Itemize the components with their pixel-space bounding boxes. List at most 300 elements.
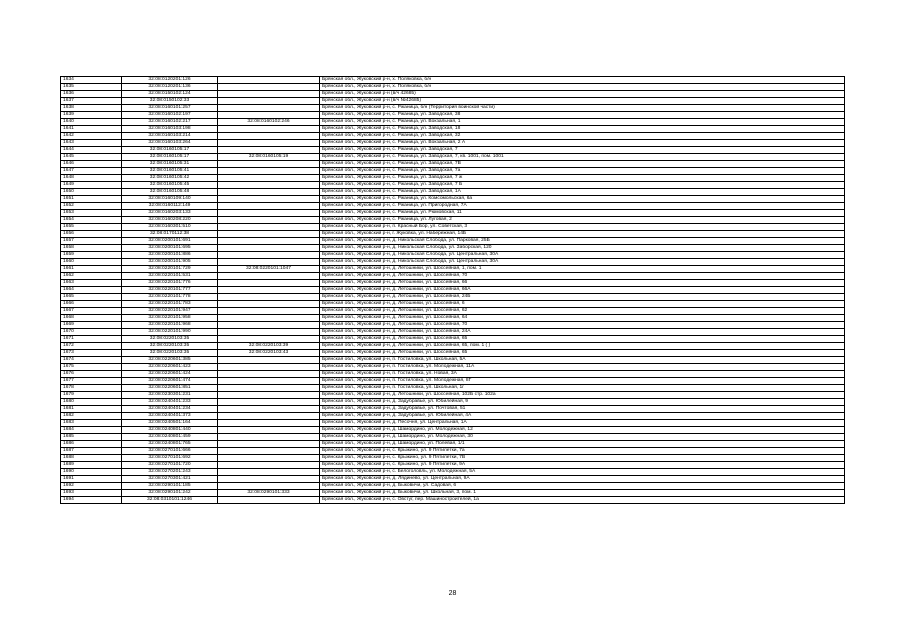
cadastral-number-cell: 32:08:0120201:126	[122, 77, 218, 84]
cadastral-number-cell: 32:08:0220101:947	[122, 308, 218, 315]
table-row	[61, 469, 845, 476]
related-cadastral-number-cell	[218, 105, 320, 112]
table-row	[61, 371, 845, 378]
cadastral-number-cell: 32:08:0160105:45	[122, 182, 218, 189]
row-number-cell: 1684	[61, 427, 122, 434]
related-cadastral-number-cell	[218, 371, 320, 378]
table-row	[61, 161, 845, 168]
related-cadastral-number-cell	[218, 98, 320, 105]
cadastral-number-cell: 32:08:0220601:385	[122, 357, 218, 364]
table-row	[61, 462, 845, 469]
row-number-cell: 1688	[61, 455, 122, 462]
related-cadastral-number-cell	[218, 245, 320, 252]
row-number-cell: 1646	[61, 161, 122, 168]
table-row	[61, 448, 845, 455]
row-number-cell: 1638	[61, 105, 122, 112]
related-cadastral-number-cell	[218, 301, 320, 308]
row-number-cell: 1665	[61, 294, 122, 301]
address-cell: Брянская обл., Жуковский р-н, д. Задубравье, ул. Почтовая, 51	[320, 406, 845, 413]
table-row	[61, 357, 845, 364]
related-cadastral-number-cell	[218, 91, 320, 98]
table-row	[61, 420, 845, 427]
address-cell: Брянская обл., Жуковский р-н, д. Лядинево, ул. Центральная, 9А	[320, 476, 845, 483]
related-cadastral-number-cell	[218, 196, 320, 203]
table-row	[61, 238, 845, 245]
cadastral-number-cell: 32:08:0160301:510	[122, 224, 218, 231]
address-cell: Брянская обл., Жуковский р-н, д. Летошники, ул. Шоссейная, 6	[320, 301, 845, 308]
cadastral-number-cell: 32:08:0160208:220	[122, 217, 218, 224]
cadastral-number-cell: 32:08:0160105:17	[122, 147, 218, 154]
cadastral-number-cell: 32:08:0220101:531	[122, 273, 218, 280]
related-cadastral-number-cell	[218, 161, 320, 168]
row-number-cell: 1650	[61, 189, 122, 196]
table-row	[61, 287, 845, 294]
address-cell: Брянская обл., Жуковский р-н, с. Крыжино, ул. 9 Пятилетки, 9А	[320, 462, 845, 469]
table-row	[61, 77, 845, 84]
cadastral-number-cell: 32:08:0270301:421	[122, 476, 218, 483]
cadastral-number-cell: 32:08:0120201:136	[122, 84, 218, 91]
related-cadastral-number-cell	[218, 287, 320, 294]
cadastral-number-cell: 32:08:0220103:35	[122, 350, 218, 357]
address-cell: Брянская обл., Жуковский р-н, х. Поляковка, б/н	[320, 84, 845, 91]
address-cell: Брянская обл., Жуковский р-н, с. Ржаница, ул. Заводская, 7 Б	[320, 182, 845, 189]
cadastral-number-cell: 32:08:0160101:257	[122, 105, 218, 112]
row-number-cell: 1667	[61, 308, 122, 315]
table-row	[61, 378, 845, 385]
related-cadastral-number-cell: 32:08:0220103:43	[218, 350, 320, 357]
cadastral-number-cell: 32:08:0200101:886	[122, 252, 218, 259]
related-cadastral-number-cell	[218, 112, 320, 119]
row-number-cell: 1644	[61, 147, 122, 154]
address-cell: Брянская обл., Жуковский р-н, г. Жуковка, ул. Набережная, 14Б	[320, 231, 845, 238]
related-cadastral-number-cell	[218, 77, 320, 84]
cadastral-number-cell: 32:08:0170112:38	[122, 231, 218, 238]
related-cadastral-number-cell	[218, 462, 320, 469]
cadastral-number-cell: 32:08:0240401:234	[122, 406, 218, 413]
page-number: 28	[448, 590, 457, 597]
cadastral-number-cell: 32:08:0200101:905	[122, 259, 218, 266]
table-row	[61, 336, 845, 343]
address-cell: Брянская обл., Жуковский р-н, п. Гостиловка, ул. Школьная, 1г	[320, 385, 845, 392]
cadastral-number-cell: 32:08:0270101:666	[122, 448, 218, 455]
table-row	[61, 252, 845, 259]
address-cell: Брянская обл., Жуковский р-н, п. Гостиловка, ул. Молодежная, 8Г	[320, 378, 845, 385]
related-cadastral-number-cell	[218, 420, 320, 427]
cadastral-number-cell: 32:08:0160112:149	[122, 203, 218, 210]
row-number-cell: 1689	[61, 462, 122, 469]
row-number-cell: 1645	[61, 154, 122, 161]
address-cell: Брянская обл., Жуковский р-н, п. Гостиловка, ул. Школьная, 5А	[320, 357, 845, 364]
related-cadastral-number-cell: 32:08:0220103:39	[218, 343, 320, 350]
cadastral-number-cell: 32:08:0220601:423	[122, 364, 218, 371]
cadastral-number-cell: 32:08:0160203:133	[122, 210, 218, 217]
address-cell: Брянская обл., Жуковский р-н, с. Ржаница, ул. Заводская, 7 ж	[320, 175, 845, 182]
row-number-cell: 1692	[61, 483, 122, 490]
cadastral-number-cell: 32:08:0240401:373	[122, 413, 218, 420]
table-row	[61, 308, 845, 315]
address-cell: Брянская обл., Жуковский р-н, с. Ржаница, ул. Заводская, 7, кв. 1001, пом. 1001	[320, 154, 845, 161]
cadastral-number-cell: 32:08:0160103:264	[122, 140, 218, 147]
table-row	[61, 322, 845, 329]
row-number-cell: 1639	[61, 112, 122, 119]
address-cell: Брянская обл., Жуковский р-н, с. Белоголовль, ул. Молодежная, 5А	[320, 469, 845, 476]
row-number-cell: 1662	[61, 273, 122, 280]
address-cell: Брянская обл., Жуковский р-н, д. Никольская Слобода, ул. Заборская, 120	[320, 245, 845, 252]
related-cadastral-number-cell	[218, 182, 320, 189]
address-cell: Брянская обл., Жуковский р-н, д. Никольская Слобода, ул. Центральная, 30А	[320, 259, 845, 266]
cadastral-number-cell: 32:08:0290101:242	[122, 490, 218, 497]
related-cadastral-number-cell	[218, 427, 320, 434]
address-cell: Брянская обл., Жуковский р-н, с. Ржаница, ул. Заводская, 1А	[320, 189, 845, 196]
table-row	[61, 203, 845, 210]
cadastral-number-cell: 32:08:0160105:17	[122, 154, 218, 161]
related-cadastral-number-cell	[218, 448, 320, 455]
table-row	[61, 231, 845, 238]
related-cadastral-number-cell: 32:08:0160105:19	[218, 154, 320, 161]
table-row	[61, 91, 845, 98]
address-cell: Брянская обл., Жуковский р-н (в/ч 42685)	[320, 91, 845, 98]
table-row	[61, 112, 845, 119]
row-number-cell: 1694	[61, 497, 122, 504]
related-cadastral-number-cell	[218, 294, 320, 301]
table-row	[61, 497, 845, 504]
row-number-cell: 1663	[61, 280, 122, 287]
cadastral-number-cell: 32:08:0220103:35	[122, 343, 218, 350]
address-cell: Брянская обл., Жуковский р-н, х. Поляковка, б/н	[320, 77, 845, 84]
table-row	[61, 399, 845, 406]
cadastral-number-cell: 32:08:0270101:692	[122, 455, 218, 462]
cadastral-number-cell: 32:08:0270201:243	[122, 469, 218, 476]
cadastral-number-cell: 32:08:0200101:695	[122, 245, 218, 252]
row-number-cell: 1678	[61, 385, 122, 392]
related-cadastral-number-cell: 32:08:0220101:1047	[218, 266, 320, 273]
address-cell: Брянская обл., Жуковский р-н, д. Летошники, ул. Шоссейная, 70	[320, 273, 845, 280]
table-row	[61, 280, 845, 287]
cadastral-number-cell: 32:08:0200101:691	[122, 238, 218, 245]
row-number-cell: 1642	[61, 133, 122, 140]
table-row	[61, 189, 845, 196]
row-number-cell: 1679	[61, 392, 122, 399]
cadastral-number-cell: 32:08:0160105:42	[122, 175, 218, 182]
table-row	[61, 147, 845, 154]
row-number-cell: 1658	[61, 245, 122, 252]
row-number-cell: 1676	[61, 371, 122, 378]
address-cell: Брянская обл., Жуковский р-н, д. Никольская Слобода, ул. Центральная, 30А	[320, 252, 845, 259]
row-number-cell: 1672	[61, 343, 122, 350]
address-cell: Брянская обл., Жуковский р-н, п. Гостиловка, ул. Новая, 3А	[320, 371, 845, 378]
row-number-cell: 1655	[61, 224, 122, 231]
address-cell: Брянская обл., Жуковский р-н, с. Ржаница, ул. Комсомольская, 6а	[320, 196, 845, 203]
register-table-body	[61, 77, 845, 504]
address-cell: Брянская обл., Жуковский р-н, с. Ржаница, б/н (Территория воинской части)	[320, 105, 845, 112]
cadastral-number-cell: 32:08:0310101:1246	[122, 497, 218, 504]
cadastral-number-cell: 32:08:0160105:31	[122, 161, 218, 168]
row-number-cell: 1640	[61, 119, 122, 126]
address-cell: Брянская обл., Жуковский р-н, д. Песочня, ул. Центральная, 1А	[320, 420, 845, 427]
table-row	[61, 84, 845, 91]
table-row	[61, 476, 845, 483]
cadastral-number-cell: 32:08:0160105:41	[122, 168, 218, 175]
cadastral-number-cell: 32:08:0220601:474	[122, 378, 218, 385]
address-cell: Брянская обл., Жуковский р-н, д. Быковичи, ул. Школьная, 3, пом. 1	[320, 490, 845, 497]
table-row	[61, 196, 845, 203]
related-cadastral-number-cell	[218, 168, 320, 175]
row-number-cell: 1664	[61, 287, 122, 294]
related-cadastral-number-cell	[218, 378, 320, 385]
cadastral-number-cell: 32:08:0240801:459	[122, 434, 218, 441]
table-row	[61, 392, 845, 399]
row-number-cell: 1687	[61, 448, 122, 455]
row-number-cell: 1651	[61, 196, 122, 203]
related-cadastral-number-cell	[218, 238, 320, 245]
table-row	[61, 294, 845, 301]
address-cell: Брянская обл., Жуковский р-н, д. Шамордино, ул. Молодежная, 30	[320, 434, 845, 441]
address-cell: Брянская обл., Жуковский р-н, д. Летошники, ул. Шоссейная, 1, пом. 1	[320, 266, 845, 273]
row-number-cell: 1673	[61, 350, 122, 357]
related-cadastral-number-cell	[218, 126, 320, 133]
table-row	[61, 413, 845, 420]
address-cell: Брянская обл., Жуковский р-н, с. Ржаница, ул. Вокзальная, 2 А	[320, 140, 845, 147]
table-row	[61, 245, 845, 252]
row-number-cell: 1674	[61, 357, 122, 364]
related-cadastral-number-cell	[218, 224, 320, 231]
address-cell: Брянская обл., Жуковский р-н, с. Ржаница, ул. Луговая, 2	[320, 217, 845, 224]
related-cadastral-number-cell	[218, 280, 320, 287]
cadastral-number-cell: 32:08:0240501:164	[122, 420, 218, 427]
address-cell: Брянская обл., Жуковский р-н, д. Летошники, ул. Шоссейная, 102Б стр. 102а	[320, 392, 845, 399]
row-number-cell: 1641	[61, 126, 122, 133]
row-number-cell: 1649	[61, 182, 122, 189]
table-row	[61, 259, 845, 266]
related-cadastral-number-cell	[218, 483, 320, 490]
address-cell: Брянская обл., Жуковский р-н, с. Овстуг, пер. Машиностроителей, 1а	[320, 497, 845, 504]
related-cadastral-number-cell	[218, 140, 320, 147]
cadastral-number-cell: 32:08:0230301:231	[122, 392, 218, 399]
table-row	[61, 140, 845, 147]
table-row	[61, 224, 845, 231]
table-row	[61, 350, 845, 357]
table-row	[61, 182, 845, 189]
address-cell: Брянская обл., Жуковский р-н, с. Ржаница, ул. Рюмовская, 11	[320, 210, 845, 217]
related-cadastral-number-cell	[218, 455, 320, 462]
row-number-cell: 1691	[61, 476, 122, 483]
cadastral-number-cell: 32:08:0220101:783	[122, 301, 218, 308]
address-cell: Брянская обл., Жуковский р-н, д. Шамордино, ул. Полевая, 1/1	[320, 441, 845, 448]
table-row	[61, 105, 845, 112]
row-number-cell: 1653	[61, 210, 122, 217]
related-cadastral-number-cell	[218, 357, 320, 364]
row-number-cell: 1668	[61, 315, 122, 322]
table-row	[61, 329, 845, 336]
row-number-cell: 1654	[61, 217, 122, 224]
related-cadastral-number-cell	[218, 329, 320, 336]
table-row	[61, 98, 845, 105]
row-number-cell: 1670	[61, 329, 122, 336]
row-number-cell: 1681	[61, 406, 122, 413]
address-cell: Брянская обл., Жуковский р-н, д. Летошники, ул. Шоссейная, 24Б	[320, 294, 845, 301]
table-row	[61, 301, 845, 308]
related-cadastral-number-cell	[218, 434, 320, 441]
related-cadastral-number-cell	[218, 252, 320, 259]
row-number-cell: 1693	[61, 490, 122, 497]
cadastral-number-cell: 32:08:0160103:198	[122, 126, 218, 133]
related-cadastral-number-cell	[218, 322, 320, 329]
address-cell: Брянская обл., Жуковский р-н, д. Шамордино, ул. Молодежная, 12	[320, 427, 845, 434]
table-row	[61, 266, 845, 273]
cadastral-number-cell: 32:08:0220103:35	[122, 336, 218, 343]
row-number-cell: 1637	[61, 98, 122, 105]
address-cell: Брянская обл., Жуковский р-н, п. Гостиловка, ул. Молодежная, 11А	[320, 364, 845, 371]
related-cadastral-number-cell: 32:08:0160102:246	[218, 119, 320, 126]
cadastral-number-cell: 32:08:0220601:851	[122, 385, 218, 392]
related-cadastral-number-cell	[218, 308, 320, 315]
address-cell: Брянская обл., Жуковский р-н, д. Задубравье, ул. Юбилейная, 4А	[320, 413, 845, 420]
address-cell: Брянская обл., Жуковский р-н, п. Красный Бор, ул. Советская, 3	[320, 224, 845, 231]
table-row	[61, 427, 845, 434]
table-row	[61, 315, 845, 322]
related-cadastral-number-cell	[218, 406, 320, 413]
row-number-cell: 1666	[61, 301, 122, 308]
related-cadastral-number-cell	[218, 476, 320, 483]
table-row	[61, 154, 845, 161]
address-cell: Брянская обл., Жуковский р-н, д. Летошники, ул. Шоссейная, 24А	[320, 329, 845, 336]
table-row	[61, 434, 845, 441]
address-cell: Брянская обл., Жуковский р-н, с. Крыжино, ул. 9 Пятилетки, 7В	[320, 455, 845, 462]
cadastral-number-cell: 32:08:0240801:440	[122, 427, 218, 434]
address-cell: Брянская обл., Жуковский р-н, д. Летошники, ул. Шоссейная, 66А	[320, 287, 845, 294]
cadastral-number-cell: 32:08:0270101:720	[122, 462, 218, 469]
address-cell: Брянская обл., Жуковский р-н, с. Ржаница, ул. Заводская, 18	[320, 126, 845, 133]
row-number-cell: 1656	[61, 231, 122, 238]
related-cadastral-number-cell	[218, 385, 320, 392]
address-cell: Брянская обл., Жуковский р-н, с. Ржаница, ул. Заводская, 7	[320, 147, 845, 154]
related-cadastral-number-cell	[218, 133, 320, 140]
related-cadastral-number-cell	[218, 175, 320, 182]
address-cell: Брянская обл., Жуковский р-н, д. Летошники, ул. Шоссейная, 70	[320, 322, 845, 329]
related-cadastral-number-cell	[218, 441, 320, 448]
related-cadastral-number-cell	[218, 469, 320, 476]
cadastral-number-cell: 32:08:0240401:233	[122, 399, 218, 406]
address-cell: Брянская обл., Жуковский р-н, д. Летошники, ул. Шоссейная, 65	[320, 350, 845, 357]
row-number-cell: 1680	[61, 399, 122, 406]
related-cadastral-number-cell	[218, 259, 320, 266]
row-number-cell: 1648	[61, 175, 122, 182]
address-cell: Брянская обл., Жуковский р-н, с. Крыжино, ул. 9 Пятилетки, 7а	[320, 448, 845, 455]
cadastral-number-cell: 32:08:0160109:140	[122, 196, 218, 203]
row-number-cell: 1652	[61, 203, 122, 210]
related-cadastral-number-cell	[218, 273, 320, 280]
table-row	[61, 210, 845, 217]
row-number-cell: 1686	[61, 441, 122, 448]
related-cadastral-number-cell	[218, 413, 320, 420]
table-row	[61, 483, 845, 490]
cadastral-number-cell: 32:08:0160103:214	[122, 133, 218, 140]
address-cell: Брянская обл., Жуковский р-н, с. Ржаница, ул. Вокзальная, 1	[320, 119, 845, 126]
related-cadastral-number-cell	[218, 497, 320, 504]
row-number-cell: 1660	[61, 259, 122, 266]
row-number-cell: 1685	[61, 434, 122, 441]
address-cell: Брянская обл., Жуковский р-н, с. Ржаница, ул. Заводская, 38	[320, 112, 845, 119]
cadastral-number-cell: 32:08:0220601:424	[122, 371, 218, 378]
address-cell: Брянская обл., Жуковский р-н, д. Летошники, ул. Шоссейная, 65, пом. 1 ( )	[320, 343, 845, 350]
table-row	[61, 406, 845, 413]
address-cell: Брянская обл., Жуковский р-н (в/ч №42685)	[320, 98, 845, 105]
table-row	[61, 385, 845, 392]
cadastral-number-cell: 32:08:0240801:765	[122, 441, 218, 448]
table-row	[61, 490, 845, 497]
address-cell: Брянская обл., Жуковский р-н, д. Летошники, ул. Шоссейная, 62	[320, 308, 845, 315]
row-number-cell: 1683	[61, 420, 122, 427]
row-number-cell: 1661	[61, 266, 122, 273]
related-cadastral-number-cell	[218, 336, 320, 343]
related-cadastral-number-cell	[218, 392, 320, 399]
cadastral-number-cell: 32:08:0220101:776	[122, 280, 218, 287]
cadastral-number-cell: 32:08:0220101:777	[122, 287, 218, 294]
table-row	[61, 364, 845, 371]
property-register-table	[60, 76, 845, 504]
address-cell: Брянская обл., Жуковский р-н, д. Летошники, ул. Шоссейная, 66	[320, 280, 845, 287]
cadastral-number-cell: 32:08:0160102:197	[122, 112, 218, 119]
address-cell: Брянская обл., Жуковский р-н, с. Ржаница, ул. Заводская, 7В	[320, 161, 845, 168]
table-row	[61, 217, 845, 224]
table-row	[61, 168, 845, 175]
row-number-cell: 1675	[61, 364, 122, 371]
table-row	[61, 273, 845, 280]
row-number-cell: 1647	[61, 168, 122, 175]
row-number-cell: 1657	[61, 238, 122, 245]
related-cadastral-number-cell	[218, 364, 320, 371]
cadastral-number-cell: 32:08:0220101:968	[122, 322, 218, 329]
cadastral-number-cell: 32:08:0160105:48	[122, 189, 218, 196]
related-cadastral-number-cell: 32:08:0290101:333	[218, 490, 320, 497]
address-cell: Брянская обл., Жуковский р-н, д. Летошники, ул. Шоссейная, 65	[320, 336, 845, 343]
table-row	[61, 126, 845, 133]
related-cadastral-number-cell	[218, 189, 320, 196]
table-row	[61, 455, 845, 462]
address-cell: Брянская обл., Жуковский р-н, д. Быковичи, ул. Садовая, 6	[320, 483, 845, 490]
row-number-cell: 1634	[61, 77, 122, 84]
cadastral-number-cell: 32:08:0220101:990	[122, 329, 218, 336]
row-number-cell: 1690	[61, 469, 122, 476]
row-number-cell: 1682	[61, 413, 122, 420]
row-number-cell: 1677	[61, 378, 122, 385]
address-cell: Брянская обл., Жуковский р-н, с. Ржаница, ул. Заводская, 32	[320, 133, 845, 140]
related-cadastral-number-cell	[218, 203, 320, 210]
row-number-cell: 1635	[61, 84, 122, 91]
related-cadastral-number-cell	[218, 315, 320, 322]
table-row	[61, 175, 845, 182]
related-cadastral-number-cell	[218, 399, 320, 406]
related-cadastral-number-cell	[218, 231, 320, 238]
table-row	[61, 441, 845, 448]
address-cell: Брянская обл., Жуковский р-н, с. Ржаница, ул. Пригородная, 7А	[320, 203, 845, 210]
row-number-cell: 1669	[61, 322, 122, 329]
cadastral-number-cell: 32:08:0160102:217	[122, 119, 218, 126]
address-cell: Брянская обл., Жуковский р-н, с. Ржаница, ул. Заводская, 7а	[320, 168, 845, 175]
table-row	[61, 343, 845, 350]
table-row	[61, 119, 845, 126]
address-cell: Брянская обл., Жуковский р-н, д. Летошники, ул. Шоссейная, 64	[320, 315, 845, 322]
row-number-cell: 1636	[61, 91, 122, 98]
cadastral-number-cell: 32:08:0220101:729	[122, 266, 218, 273]
related-cadastral-number-cell	[218, 84, 320, 91]
row-number-cell: 1659	[61, 252, 122, 259]
cadastral-number-cell: 32:08:0290101:185	[122, 483, 218, 490]
address-cell: Брянская обл., Жуковский р-н, д. Никольская Слобода, ул. Парковая, 25Б	[320, 238, 845, 245]
cadastral-number-cell: 32:08:0220101:778	[122, 294, 218, 301]
cadastral-number-cell: 32:08:0220101:958	[122, 315, 218, 322]
row-number-cell: 1643	[61, 140, 122, 147]
